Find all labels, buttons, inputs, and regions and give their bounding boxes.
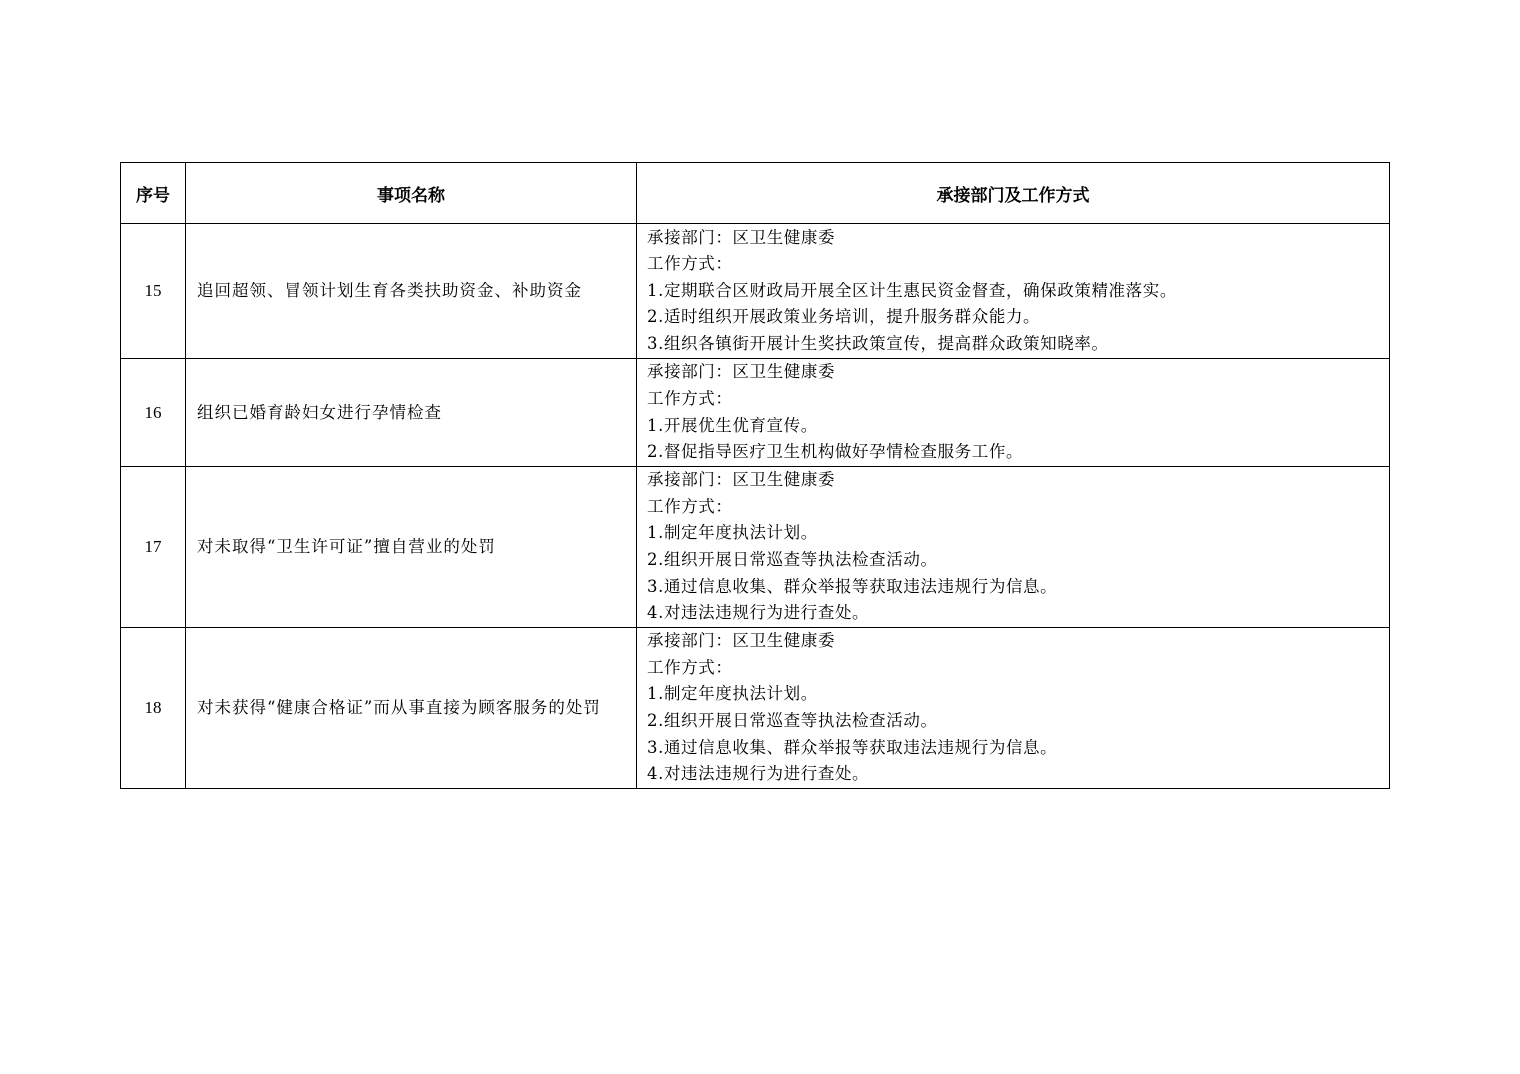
detail-line: 1.开展优生优育宣传。: [647, 415, 818, 435]
row-item-name: 组织已婚育龄妇女进行孕情检查: [186, 359, 637, 467]
header-number: 序号: [121, 163, 186, 224]
detail-line: 工作方式：: [647, 254, 733, 274]
row-number: 15: [121, 224, 186, 359]
header-department-method: 承接部门及工作方式: [637, 163, 1390, 224]
detail-line: 2.组织开展日常巡查等执法检查活动。: [647, 550, 938, 569]
header-row: [121, 163, 1390, 224]
detail-line: 工作方式：: [647, 388, 733, 408]
detail-line: 2.督促指导医疗卫生机构做好孕情检查服务工作。: [647, 442, 1024, 462]
detail-line: 工作方式：: [647, 496, 733, 516]
table-row: [121, 224, 1390, 359]
detail-line: 4.对违法违规行为进行查处。: [647, 764, 870, 784]
detail-line: 4.对违法违规行为进行查处。: [647, 603, 870, 623]
detail-line: 1.制定年度执法计划。: [647, 523, 818, 543]
table-header: [121, 163, 1390, 224]
row-details: [637, 467, 1390, 628]
header-item-name: 事项名称: [186, 163, 637, 224]
detail-line: 3.通过信息收集、群众举报等获取违法违规行为信息。: [647, 576, 1058, 596]
row-details: [637, 359, 1390, 467]
detail-line: 工作方式：: [647, 657, 733, 677]
detail-line: 3.组织各镇街开展计生奖扶政策宣传，提高群众政策知晓率。: [647, 333, 1109, 353]
row-number: 17: [121, 467, 186, 628]
table-row: [121, 467, 1390, 628]
detail-line: 1.制定年度执法计划。: [647, 684, 818, 704]
row-details: [637, 224, 1390, 359]
row-number: 16: [121, 359, 186, 467]
row-item-name: 对未获得“健康合格证”而从事直接为顾客服务的处罚: [186, 628, 637, 789]
row-item-name: 追回超领、冒领计划生育各类扶助资金、补助资金: [186, 224, 637, 359]
detail-line: 承接部门：区卫生健康委: [647, 227, 836, 247]
row-item-name: 对未取得“卫生许可证”擅自营业的处罚: [186, 467, 637, 628]
row-number: 18: [121, 628, 186, 789]
detail-line: 承接部门：区卫生健康委: [647, 470, 836, 490]
detail-line: 2.组织开展日常巡查等执法检查活动。: [647, 711, 938, 730]
detail-line: 承接部门：区卫生健康委: [647, 362, 836, 382]
detail-line: 3.通过信息收集、群众举报等获取违法违规行为信息。: [647, 737, 1058, 757]
detail-line: 承接部门：区卫生健康委: [647, 631, 836, 651]
table-body: [121, 224, 1390, 789]
row-details: [637, 628, 1390, 789]
table-row: [121, 359, 1390, 467]
detail-line: 1.定期联合区财政局开展全区计生惠民资金督查，确保政策精准落实。: [647, 280, 1177, 300]
matters-table: [120, 162, 1390, 789]
table-row: [121, 628, 1390, 789]
detail-line: 2.适时组织开展政策业务培训，提升服务群众能力。: [647, 307, 1041, 327]
